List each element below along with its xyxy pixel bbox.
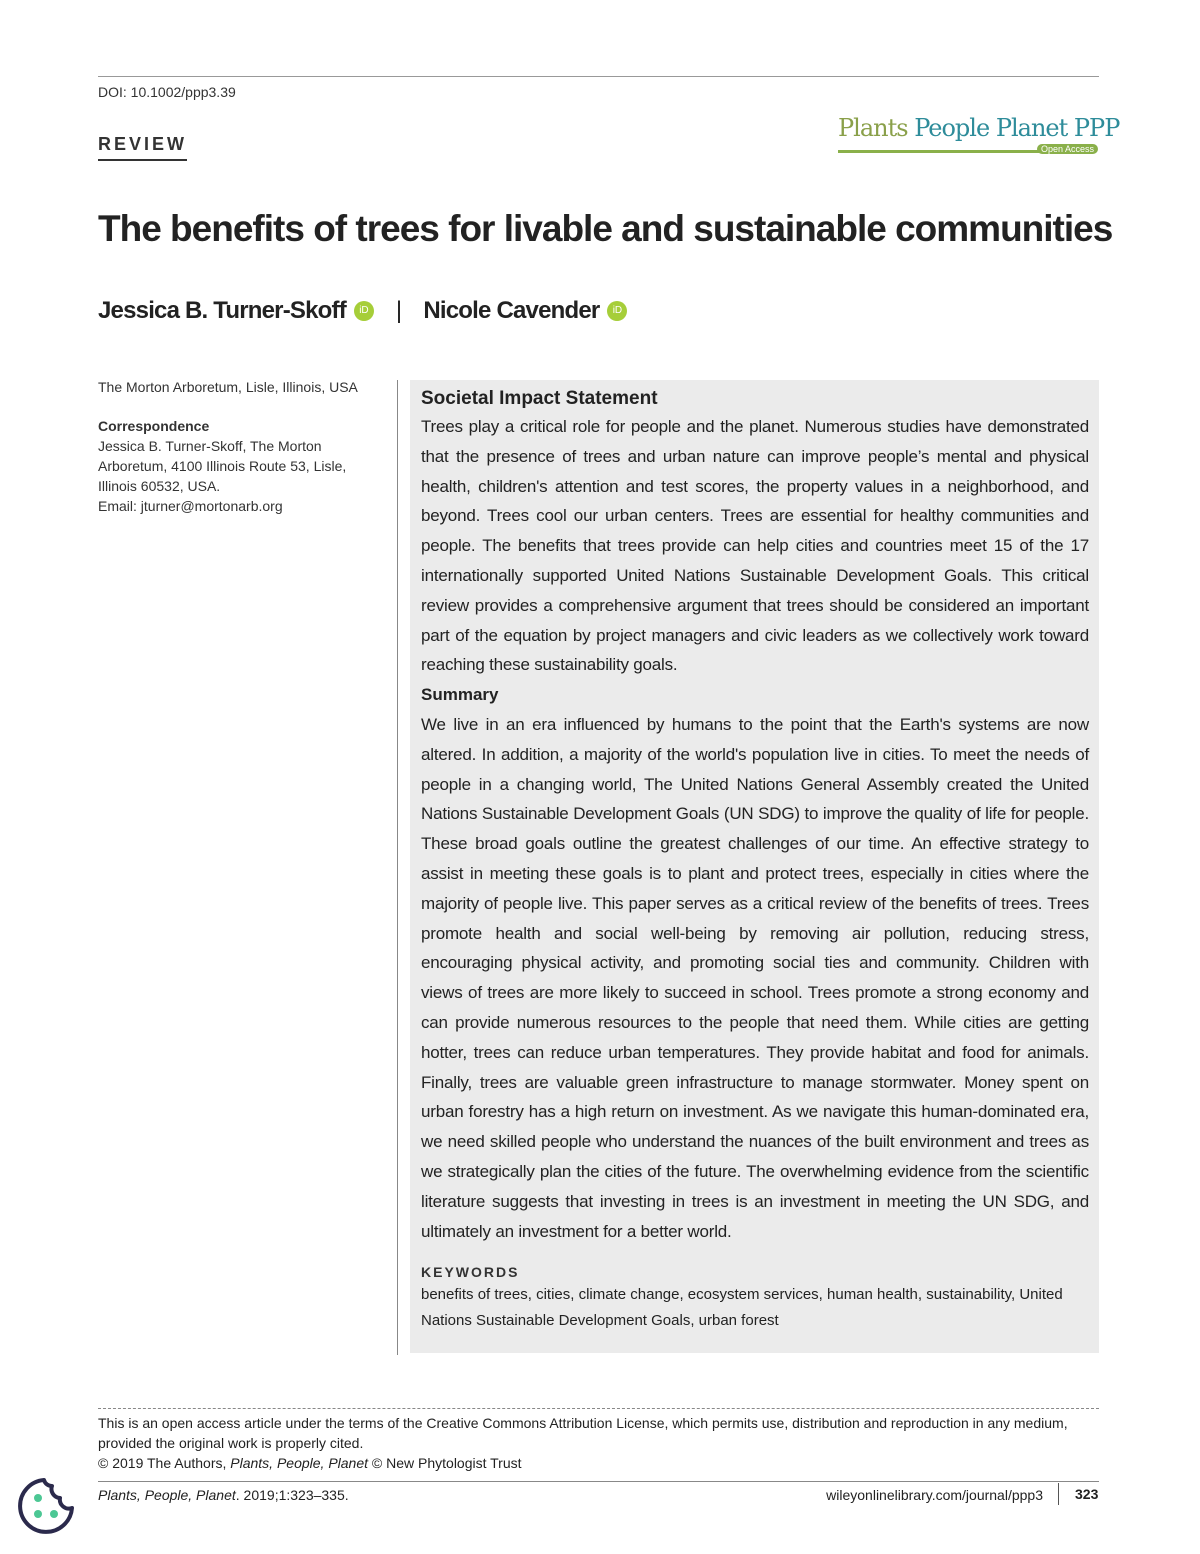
impact-text: Trees play a critical role for people and the planet. Numerous studies have demonstrated that the presence of trees and urban nature can improve people’s mental and physical health, children's attention and test scores, the property values in a neighborhood, and beyond. Trees cool our urban centers. Trees are essential for healthy communities and people. The benefits that trees provide can help cities and countries meet 15 of the 17 internationally supported United Nations Sustainable Development Goals. This critical review provides a comprehensive argument that trees should be considered an important part of the equation by project managers and civic leaders as we collectively work toward reaching these sustainability goals. bbox=[421, 417, 1089, 675]
copyright: © 2019 The Authors, Plants, People, Planet © New Phytologist Trust bbox=[98, 1455, 522, 1471]
summary-text: We live in an era influenced by humans to the point that the Earth's systems are now altered. In addition, a majority of the world's population live in cities. To meet the needs of people in a changing world, The United Nations General Assembly created the United Nations Sustainable Development Goals (UN SDG) to improve the quality of life for people. These broad goals outline the greatest challenges of our time. An effective strategy to assist in meeting these goals is to plant and protect trees, especially in cities where the majority of people live. This paper serves as a critical review of the benefits of trees. Trees promote health and social well-being by removing air pollution, reducing stress, encouraging physical activity, and promoting social ties and community. Children with views of trees are more likely to succeed in school. Trees promote a strong economy and can provide numerous resources to the people that need them. While cities are getting hotter, trees can reduce urban temperatures. They provide habitat and food for animals. Finally, trees are valuable green infrastructure to manage stormwater. Money spent on urban forestry has a high return on investment. As we navigate this human-dominated era, we need skilled people who understand the nuances of the built environment and trees as we strategically plan the cities of the future. The overwhelming evidence from the scientific literature suggests that investing in trees is an investment in meeting the UN SDG, and ultimately an investment for a better world. bbox=[421, 714, 1089, 1241]
summary-heading: Summary bbox=[421, 685, 499, 705]
correspondence-email[interactable]: Email: jturner@mortonarb.org bbox=[98, 498, 283, 514]
author-separator: | bbox=[395, 297, 402, 324]
correspondence-heading: Correspondence bbox=[98, 418, 210, 434]
orcid-icon[interactable]: iD bbox=[354, 301, 374, 321]
page-number: 323 bbox=[1058, 1483, 1098, 1505]
affiliation-block bbox=[98, 377, 388, 516]
impact-heading: Societal Impact Statement bbox=[421, 388, 658, 409]
author-name: Nicole Cavender bbox=[423, 297, 600, 324]
keywords-heading: KEYWORDS bbox=[421, 1264, 520, 1281]
doi: DOI: 10.1002/ppp3.39 bbox=[98, 84, 236, 100]
author-list bbox=[98, 297, 627, 325]
orcid-icon[interactable]: iD bbox=[607, 301, 627, 321]
journal-logo: Plants People Planet PPP Open Access bbox=[838, 114, 1120, 154]
affiliation: The Morton Arboretum, Lisle, Illinois, USA bbox=[98, 379, 358, 395]
open-access-badge: Open Access bbox=[1037, 144, 1098, 154]
keywords: benefits of trees, cities, climate change, ecosystem services, human health, sustainability, United Nations Sustainable Development Goals, urban forest bbox=[421, 1286, 1063, 1330]
footer-rule bbox=[98, 1481, 1099, 1482]
author-name: Jessica B. Turner-Skoff bbox=[98, 297, 346, 324]
article-type: REVIEW bbox=[98, 134, 187, 161]
cookie-consent-icon[interactable] bbox=[14, 1474, 78, 1538]
license-block bbox=[98, 1413, 1099, 1473]
license-text: This is an open access article under the terms of the Creative Commons Attribution License, which permits use, distribution and reproduction in any medium, provided the original work is properly cited. bbox=[98, 1415, 1068, 1451]
correspondence-address: Jessica B. Turner-Skoff, The Morton Arboretum, 4100 Illinois Route 53, Lisle, Illinois 60532, USA. bbox=[98, 438, 347, 494]
abstract-box bbox=[410, 380, 1099, 1353]
footer-dashed-rule bbox=[98, 1408, 1099, 1409]
column-divider bbox=[397, 380, 398, 1355]
article-title: The benefits of trees for livable and sustainable communities bbox=[98, 208, 1113, 249]
citation: Plants, People, Planet. 2019;1:323–335. bbox=[98, 1487, 349, 1503]
journal-url[interactable]: wileyonlinelibrary.com/journal/ppp3 bbox=[826, 1487, 1043, 1503]
header-rule bbox=[98, 76, 1099, 77]
